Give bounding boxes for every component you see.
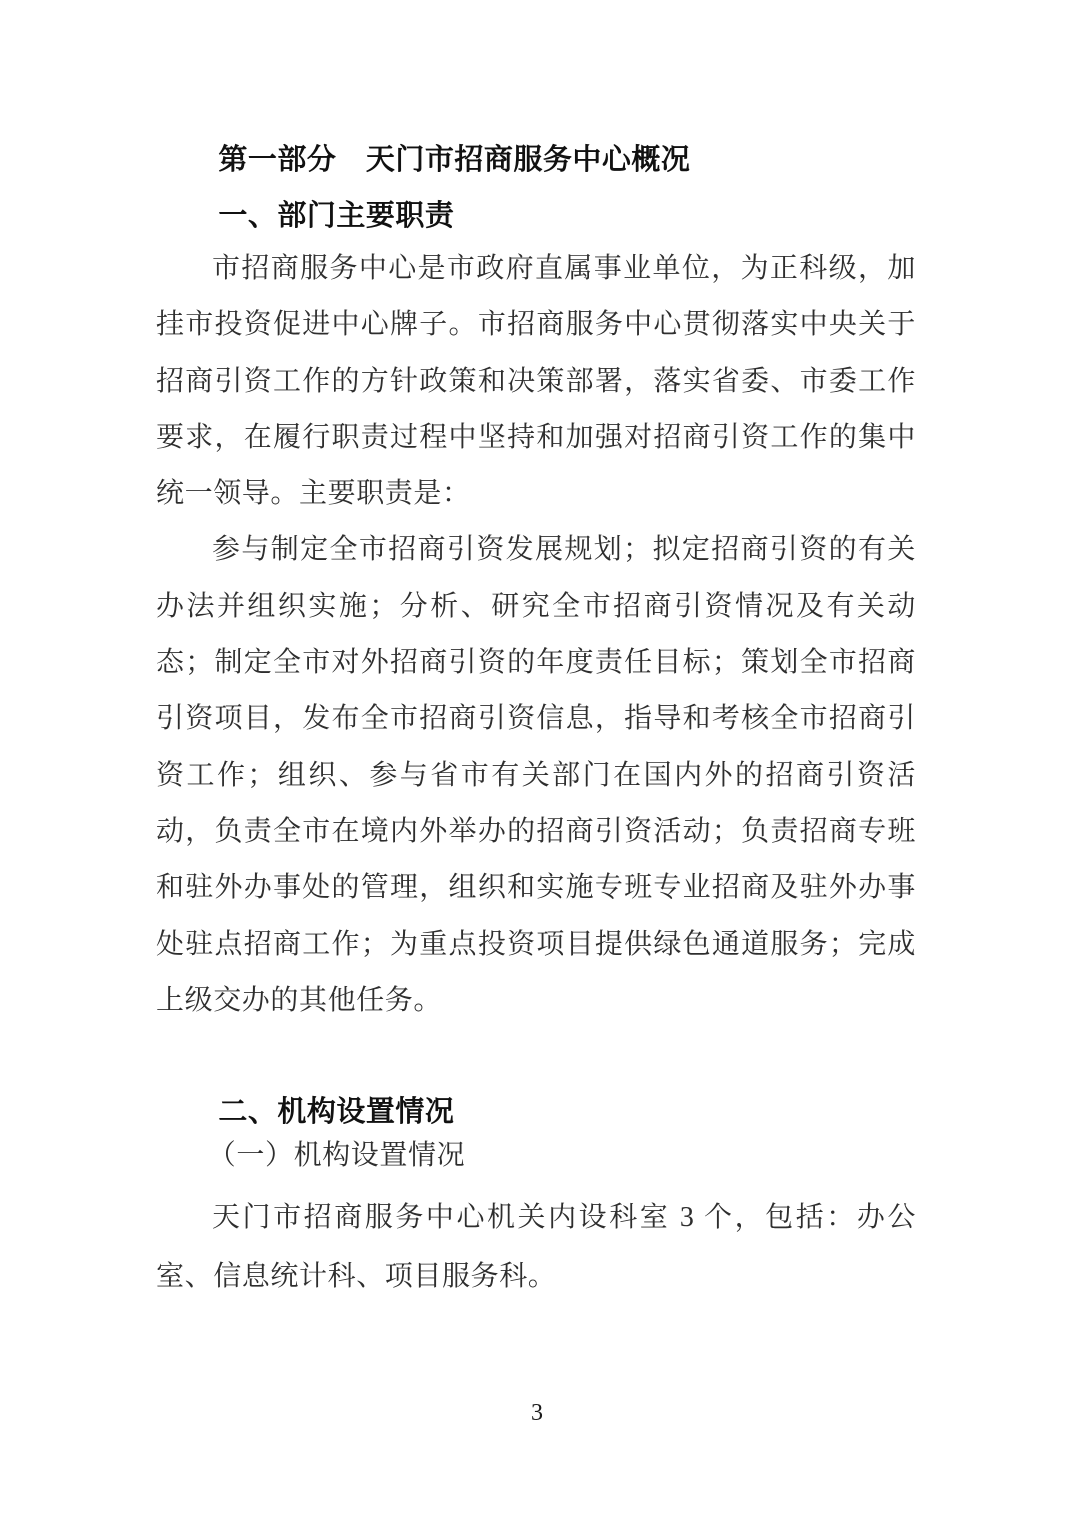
section-1-paragraph-2: 参与制定全市招商引资发展规划；拟定招商引资的有关办法并组织实施；分析、研究全市招商引资情况及有关动态；制定全市对外招商引资的年度责任目标；策划全市招商引资项目，发布全市招商引资信息，指导和考核全市招商引资工作；组织、参与省市有关部门在国内外的招商引资活动，负责全市在境内外举办的招商引资活动；负责招商专班和驻外办事处的管理，组织和实施专班专业招商及驻外办事处驻点招商工作；为重点投资项目提供绿色通道服务；完成上级交办的其他任务。 xyxy=(156,534,916,1016)
document-content xyxy=(156,0,916,1306)
part-title: 第一部分 天门市招商服务中心概况 xyxy=(218,144,691,176)
page-number: 3 xyxy=(531,1400,543,1426)
section-2-heading: 二、机构设置情况 xyxy=(218,1096,455,1129)
section-2-subheading: （一）机构设置情况 xyxy=(207,1140,466,1172)
section-1-heading: 一、部门主要职责 xyxy=(218,200,455,232)
section-1-paragraph-1: 市招商服务中心是市政府直属事业单位，为正科级，加挂市投资促进中心牌子。市招商服务中心贯彻落实中央关于招商引资工作的方针政策和决策部署，落实省委、市委工作要求，在履行职责过程中坚持和加强对招商引资工作的集中统一领导。主要职责是： xyxy=(156,253,916,510)
section-2-paragraph-1: 天门市招商服务中心机关内设科室 3 个，包括：办公室、信息统计科、项目服务科。 xyxy=(156,1202,916,1293)
